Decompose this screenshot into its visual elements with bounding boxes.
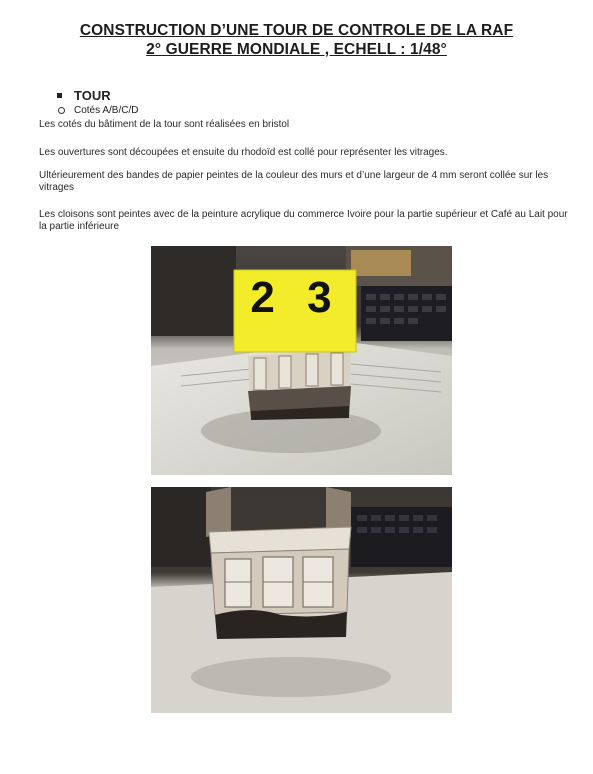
paragraph-painting: Les cloisons sont peintes avec de la peinture acrylique du commerce Ivoire pour la partie supérieur et Café au Lait pour la partie inférieure <box>39 209 568 232</box>
paragraph-materials: Les cotés du bâtiment de la tour sont réalisées en bristol <box>39 119 290 130</box>
page-title-line-1: CONSTRUCTION D’UNE TOUR DE CONTROLE DE LA RAF <box>79 22 514 39</box>
square-bullet-icon <box>57 93 62 98</box>
photo-tower-model-with-sign <box>151 246 452 475</box>
page-title-line-2: 2° GUERRE MONDIALE , ECHELL : 1/48° <box>146 41 447 58</box>
sub-bullet <box>58 105 138 116</box>
photo-tower-model-closeup <box>151 487 452 713</box>
circle-bullet-icon <box>58 107 65 114</box>
sign-number-label: 2 3 <box>250 273 342 322</box>
section-bullet <box>57 88 111 103</box>
paragraph-paper-strips: Ultérieurement des bandes de papier peintes de la couleur des murs et d’une largeur de 4 mm seront collée sur les vitrages <box>39 170 549 193</box>
sub-heading: Cotés A/B/C/D <box>74 105 139 116</box>
paragraph-openings: Les ouvertures sont découpées et ensuite du rhodoïd est collé pour représenter les vitrages. <box>39 147 448 158</box>
section-heading: TOUR <box>74 88 111 103</box>
